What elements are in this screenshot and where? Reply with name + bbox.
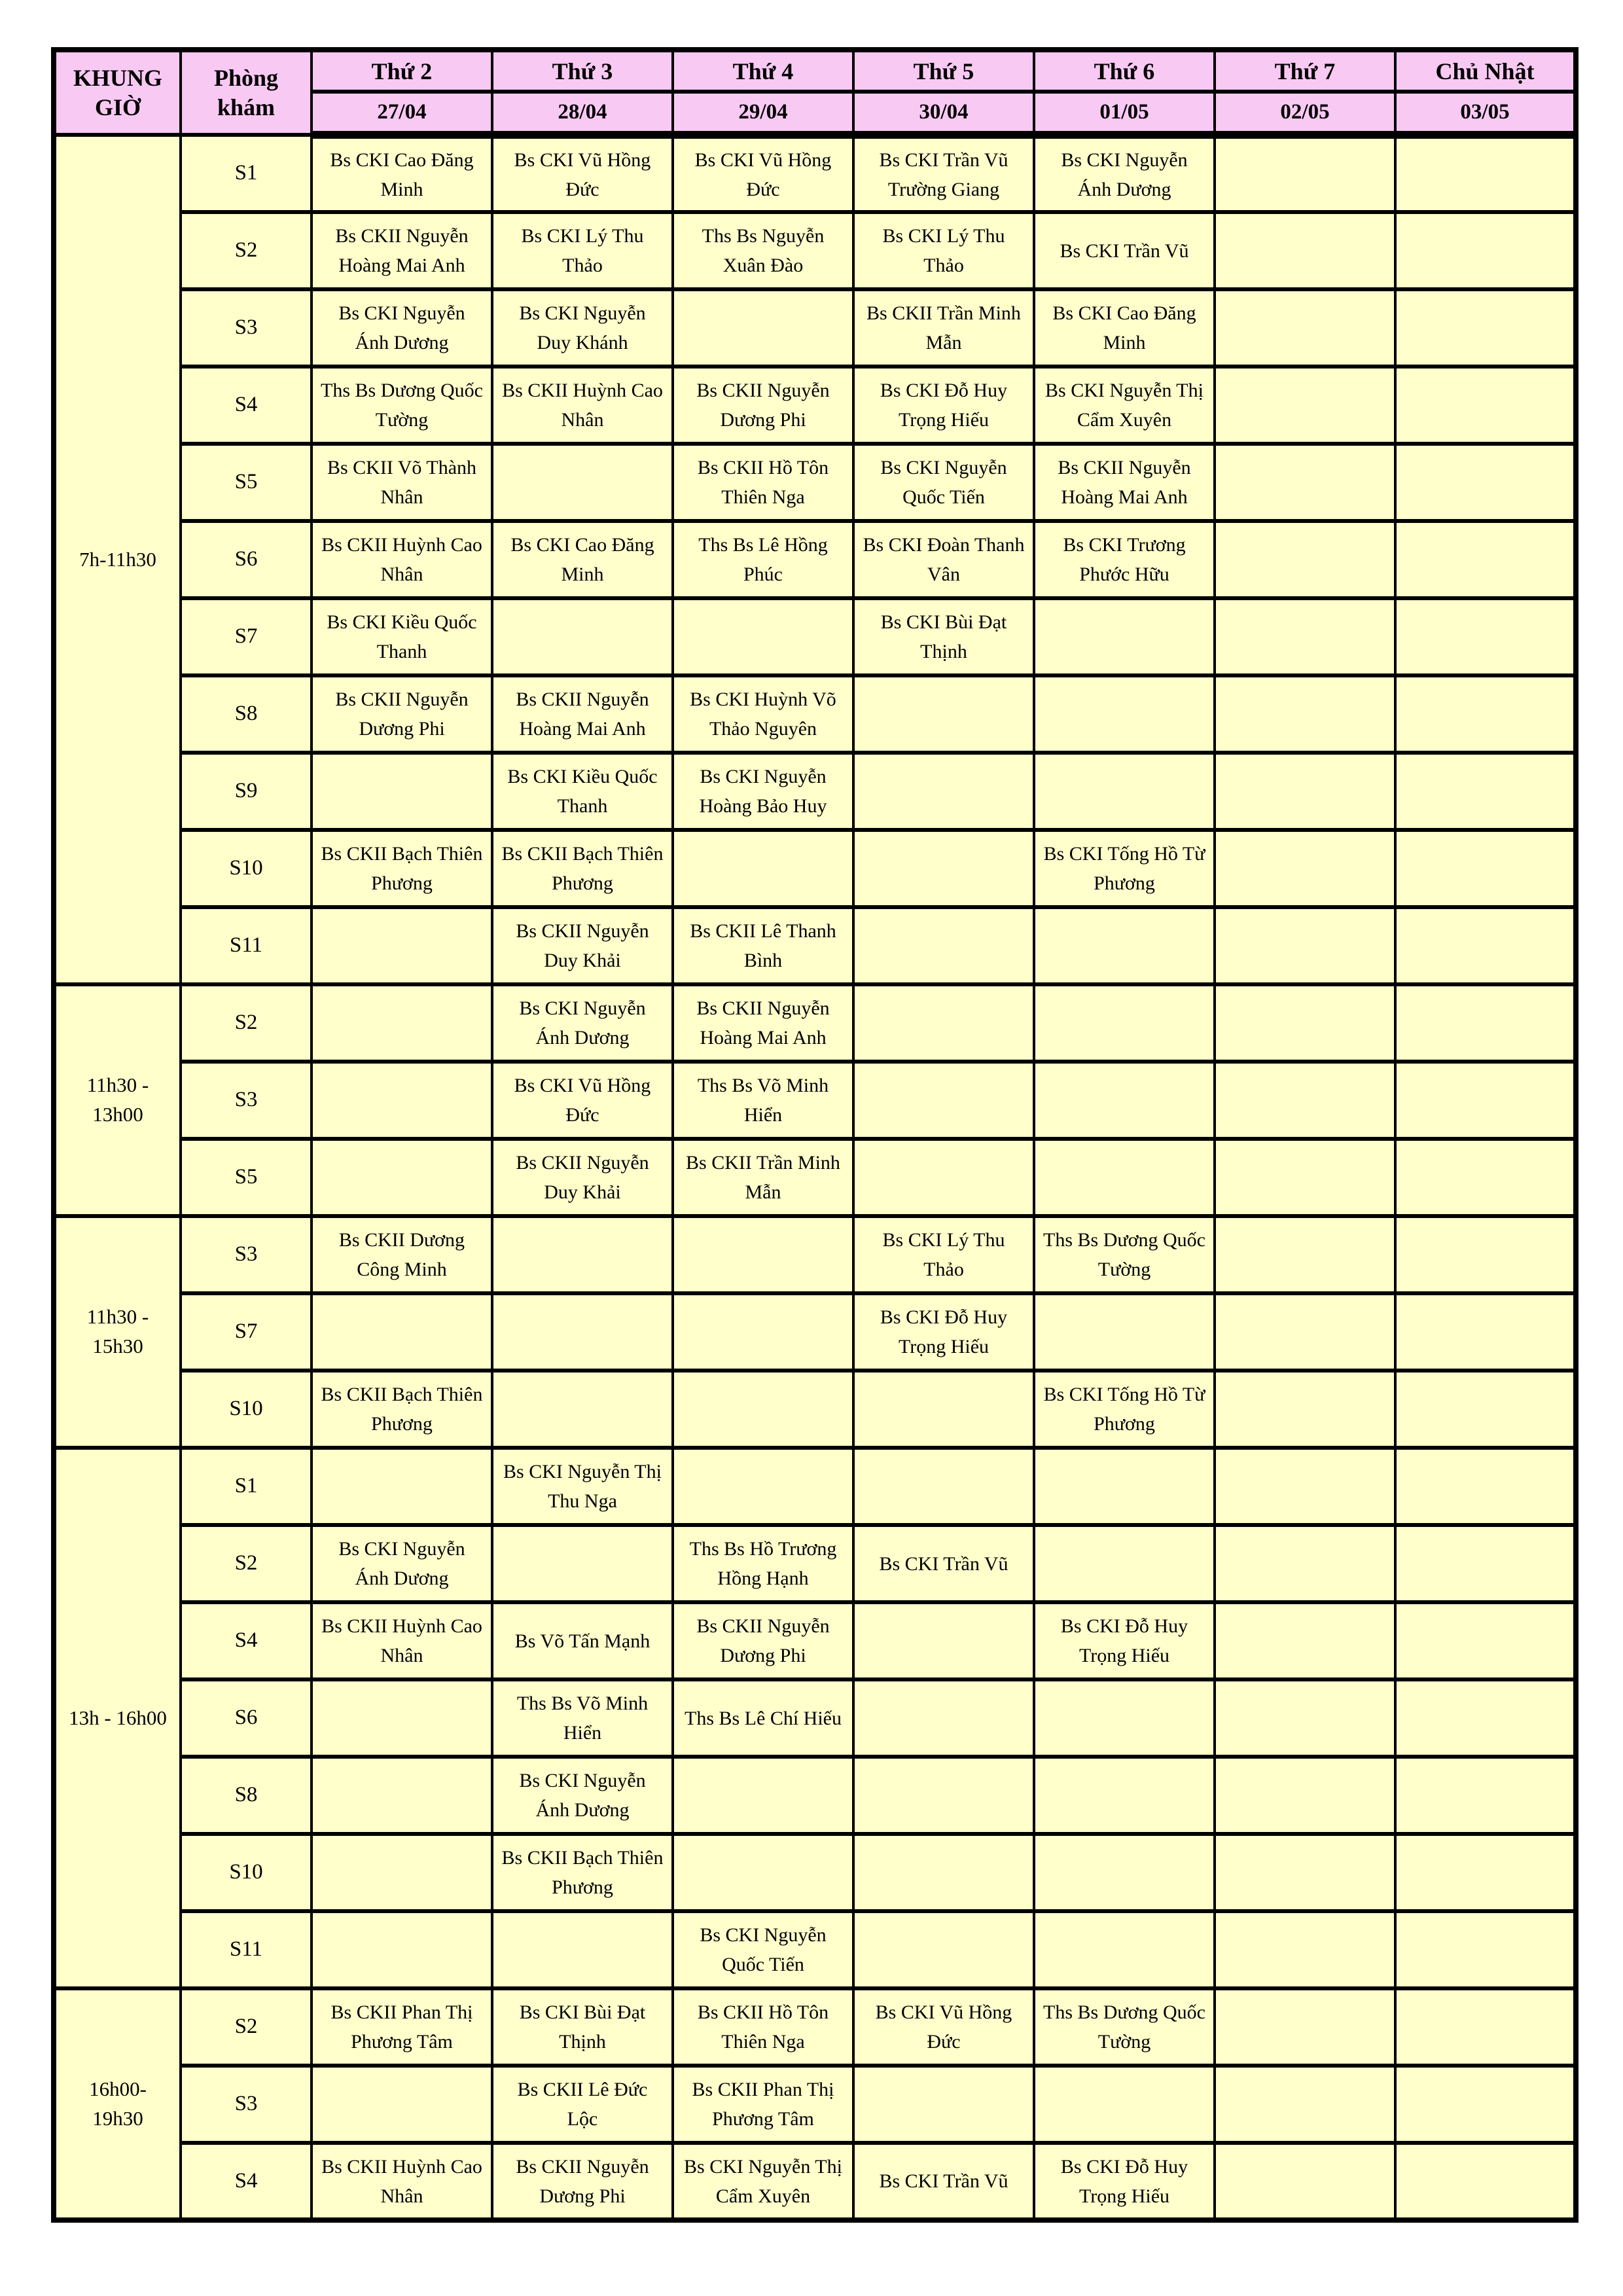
room-cell: S11 (181, 907, 312, 984)
schedule-cell: Bs CKI Trần Vũ Trường Giang (853, 135, 1034, 212)
schedule-cell (1395, 1988, 1576, 2066)
schedule-cell: Bs CKII Trần Minh Mẫn (673, 1139, 853, 1216)
schedule-cell (492, 1371, 673, 1448)
schedule-cell: Bs CKI Nguyễn Hoàng Bảo Huy (673, 753, 853, 830)
schedule-cell (1034, 1448, 1215, 1525)
schedule-cell: Bs CKI Đỗ Huy Trọng Hiếu (1034, 2143, 1215, 2220)
schedule-cell (312, 1293, 492, 1371)
schedule-cell (1395, 1834, 1576, 1911)
schedule-cell (1395, 1525, 1576, 1602)
schedule-cell: Bs CKII Nguyễn Dương Phi (673, 367, 853, 444)
schedule-cell (1215, 830, 1395, 907)
room-cell: S3 (181, 1216, 312, 1293)
schedule-cell (853, 675, 1034, 753)
schedule-cell (673, 598, 853, 675)
schedule-cell (1395, 1911, 1576, 1988)
room-cell: S10 (181, 1834, 312, 1911)
schedule-row (54, 598, 1576, 675)
schedule-cell (1215, 1139, 1395, 1216)
schedule-row (54, 984, 1576, 1062)
schedule-cell: Bs CKII Huỳnh Cao Nhân (312, 1602, 492, 1679)
schedule-row (54, 1988, 1576, 2066)
schedule-header (54, 50, 1576, 135)
day-header-thu-3: Thứ 3 (492, 50, 673, 92)
room-cell: S5 (181, 444, 312, 521)
schedule-cell: Ths Bs Dương Quốc Tường (1034, 1988, 1215, 2066)
schedule-row (54, 1602, 1576, 1679)
schedule-cell (853, 753, 1034, 830)
room-cell: S10 (181, 830, 312, 907)
schedule-cell: Bs CKI Vũ Hồng Đức (673, 135, 853, 212)
schedule-cell (1395, 753, 1576, 830)
schedule-cell: Bs CKI Trần Vũ (853, 1525, 1034, 1602)
schedule-cell (1215, 1757, 1395, 1834)
schedule-cell: Bs CKI Nguyễn Duy Khánh (492, 289, 673, 367)
date-header: 02/05 (1215, 92, 1395, 135)
schedule-cell (1034, 2066, 1215, 2143)
schedule-cell: Bs CKII Nguyễn Dương Phi (312, 675, 492, 753)
schedule-cell (1395, 1062, 1576, 1139)
schedule-row (54, 830, 1576, 907)
day-header-thu-2: Thứ 2 (312, 50, 492, 92)
schedule-cell (1215, 1448, 1395, 1525)
schedule-row (54, 2066, 1576, 2143)
room-cell: S1 (181, 135, 312, 212)
schedule-row (54, 367, 1576, 444)
schedule-cell (1034, 984, 1215, 1062)
schedule-cell (1215, 1525, 1395, 1602)
room-cell: S10 (181, 1371, 312, 1448)
schedule-cell (1034, 1139, 1215, 1216)
schedule-cell: Bs CKI Đoàn Thanh Vân (853, 521, 1034, 598)
schedule-cell: Bs CKI Nguyễn Thị Cẩm Xuyên (1034, 367, 1215, 444)
schedule-cell: Bs CKI Vũ Hồng Đức (492, 1062, 673, 1139)
schedule-row (54, 1293, 1576, 1371)
schedule-cell: Bs CKII Hồ Tôn Thiên Nga (673, 1988, 853, 2066)
schedule-cell: Ths Bs Lê Chí Hiếu (673, 1679, 853, 1757)
schedule-cell: Bs CKII Bạch Thiên Phương (492, 830, 673, 907)
schedule-cell: Bs Võ Tấn Mạnh (492, 1602, 673, 1679)
schedule-cell (1034, 598, 1215, 675)
schedule-cell (853, 1062, 1034, 1139)
room-cell: S3 (181, 2066, 312, 2143)
schedule-cell (1395, 212, 1576, 289)
schedule-row (54, 1525, 1576, 1602)
schedule-cell: Bs CKI Đỗ Huy Trọng Hiếu (1034, 1602, 1215, 1679)
schedule-cell (853, 1679, 1034, 1757)
schedule-cell: Bs CKII Bạch Thiên Phương (312, 830, 492, 907)
schedule-cell: Bs CKII Nguyễn Hoàng Mai Anh (1034, 444, 1215, 521)
schedule-cell: Bs CKI Huỳnh Võ Thảo Nguyên (673, 675, 853, 753)
schedule-cell (492, 1911, 673, 1988)
schedule-cell: Bs CKI Tống Hồ Từ Phương (1034, 1371, 1215, 1448)
schedule-cell (1215, 1679, 1395, 1757)
schedule-cell: Bs CKI Nguyễn Ánh Dương (312, 1525, 492, 1602)
schedule-cell (1215, 1834, 1395, 1911)
schedule-cell (312, 1062, 492, 1139)
schedule-cell: Ths Bs Lê Hồng Phúc (673, 521, 853, 598)
schedule-cell (1395, 1602, 1576, 1679)
schedule-cell: Bs CKI Vũ Hồng Đức (853, 1988, 1034, 2066)
schedule-cell: Bs CKI Nguyễn Thị Thu Nga (492, 1448, 673, 1525)
schedule-cell (1395, 367, 1576, 444)
schedule-cell (673, 1448, 853, 1525)
schedule-row (54, 753, 1576, 830)
schedule-cell (1215, 1062, 1395, 1139)
schedule-cell: Bs CKI Đỗ Huy Trọng Hiếu (853, 367, 1034, 444)
schedule-row (54, 289, 1576, 367)
room-cell: S8 (181, 675, 312, 753)
schedule-cell (853, 1757, 1034, 1834)
room-cell: S4 (181, 1602, 312, 1679)
room-cell: S3 (181, 289, 312, 367)
schedule-cell: Bs CKI Bùi Đạt Thịnh (492, 1988, 673, 2066)
schedule-cell (1215, 675, 1395, 753)
schedule-cell: Bs CKI Nguyễn Ánh Dương (312, 289, 492, 367)
schedule-cell (673, 289, 853, 367)
schedule-cell (1395, 135, 1576, 212)
schedule-cell (312, 1139, 492, 1216)
schedule-cell (1215, 2143, 1395, 2220)
room-cell: S4 (181, 367, 312, 444)
day-header-thu-6: Thứ 6 (1034, 50, 1215, 92)
schedule-cell (853, 830, 1034, 907)
schedule-cell: Bs CKII Võ Thành Nhân (312, 444, 492, 521)
schedule-row (54, 444, 1576, 521)
schedule-sheet (51, 47, 1578, 2223)
schedule-cell (853, 907, 1034, 984)
schedule-cell (1395, 830, 1576, 907)
schedule-cell: Bs CKII Nguyễn Hoàng Mai Anh (673, 984, 853, 1062)
schedule-cell (853, 1448, 1034, 1525)
room-cell: S2 (181, 984, 312, 1062)
schedule-row (54, 675, 1576, 753)
schedule-cell: Bs CKII Nguyễn Duy Khải (492, 1139, 673, 1216)
schedule-cell: Bs CKI Kiều Quốc Thanh (492, 753, 673, 830)
schedule-row (54, 1062, 1576, 1139)
time-block-label: 11h30 - 13h00 (54, 984, 181, 1216)
schedule-cell (1395, 2143, 1576, 2220)
schedule-cell (312, 1757, 492, 1834)
date-header: 03/05 (1395, 92, 1576, 135)
schedule-cell (312, 907, 492, 984)
schedule-cell (1034, 1062, 1215, 1139)
schedule-cell (1215, 1293, 1395, 1371)
schedule-cell (1215, 212, 1395, 289)
schedule-row (54, 1371, 1576, 1448)
schedule-cell (1395, 521, 1576, 598)
schedule-cell (1034, 907, 1215, 984)
day-header-thu-7: Thứ 7 (1215, 50, 1395, 92)
schedule-cell (1395, 984, 1576, 1062)
room-header: Phòng khám (181, 50, 312, 135)
schedule-cell: Bs CKII Huỳnh Cao Nhân (312, 521, 492, 598)
schedule-cell: Ths Bs Võ Minh Hiển (492, 1679, 673, 1757)
schedule-row (54, 1757, 1576, 1834)
schedule-cell: Ths Bs Võ Minh Hiển (673, 1062, 853, 1139)
room-cell: S2 (181, 1525, 312, 1602)
schedule-cell: Bs CKI Nguyễn Thị Cẩm Xuyên (673, 2143, 853, 2220)
room-cell: S2 (181, 212, 312, 289)
schedule-cell (1395, 289, 1576, 367)
schedule-cell (1215, 1602, 1395, 1679)
schedule-row (54, 1216, 1576, 1293)
schedule-cell (1215, 135, 1395, 212)
schedule-cell: Ths Bs Hồ Trương Hồng Hạnh (673, 1525, 853, 1602)
schedule-cell (1395, 1448, 1576, 1525)
date-header: 27/04 (312, 92, 492, 135)
date-header: 30/04 (853, 92, 1034, 135)
schedule-cell: Bs CKII Nguyễn Hoàng Mai Anh (492, 675, 673, 753)
schedule-cell (1034, 675, 1215, 753)
schedule-cell (1215, 521, 1395, 598)
schedule-row (54, 1139, 1576, 1216)
schedule-cell (1215, 753, 1395, 830)
room-cell: S5 (181, 1139, 312, 1216)
schedule-cell (1034, 1911, 1215, 1988)
time-block-label: 16h00- 19h30 (54, 1988, 181, 2220)
schedule-cell (492, 598, 673, 675)
schedule-cell (853, 2066, 1034, 2143)
schedule-cell: Bs CKI Nguyễn Ánh Dương (492, 1757, 673, 1834)
schedule-cell (1215, 444, 1395, 521)
schedule-cell (1395, 1293, 1576, 1371)
schedule-cell (673, 1293, 853, 1371)
schedule-body (54, 135, 1576, 2220)
schedule-cell (1215, 907, 1395, 984)
room-cell: S6 (181, 1679, 312, 1757)
schedule-cell: Bs CKII Bạch Thiên Phương (492, 1834, 673, 1911)
schedule-cell (673, 1834, 853, 1911)
schedule-cell: Bs CKII Lê Đức Lộc (492, 2066, 673, 2143)
schedule-cell: Bs CKII Lê Thanh Bình (673, 907, 853, 984)
schedule-row (54, 2143, 1576, 2220)
schedule-cell: Bs CKII Hồ Tôn Thiên Nga (673, 444, 853, 521)
schedule-table (51, 47, 1578, 2223)
date-header: 29/04 (673, 92, 853, 135)
time-block-label: 7h-11h30 (54, 135, 181, 984)
schedule-cell (853, 1834, 1034, 1911)
schedule-cell: Bs CKI Nguyễn Ánh Dương (1034, 135, 1215, 212)
schedule-cell (1215, 1911, 1395, 1988)
schedule-cell (1215, 367, 1395, 444)
schedule-cell (853, 1911, 1034, 1988)
schedule-row (54, 1834, 1576, 1911)
room-cell: S7 (181, 598, 312, 675)
schedule-cell: Bs CKI Nguyễn Quốc Tiến (673, 1911, 853, 1988)
schedule-row (54, 1679, 1576, 1757)
schedule-cell: Bs CKI Trương Phước Hữu (1034, 521, 1215, 598)
schedule-cell (1215, 1988, 1395, 2066)
time-frame-header: KHUNG GIỜ (54, 50, 181, 135)
schedule-cell (853, 1371, 1034, 1448)
schedule-cell (1215, 2066, 1395, 2143)
schedule-cell (1034, 753, 1215, 830)
schedule-cell (1034, 1679, 1215, 1757)
schedule-cell: Bs CKI Cao Đăng Minh (312, 135, 492, 212)
time-block-label: 13h - 16h00 (54, 1448, 181, 1988)
schedule-row (54, 212, 1576, 289)
schedule-cell (312, 753, 492, 830)
schedule-cell (853, 984, 1034, 1062)
room-cell: S7 (181, 1293, 312, 1371)
schedule-cell (673, 1216, 853, 1293)
schedule-cell (1034, 1293, 1215, 1371)
room-cell: S9 (181, 753, 312, 830)
schedule-cell (673, 830, 853, 907)
schedule-cell: Bs CKII Nguyễn Hoàng Mai Anh (312, 212, 492, 289)
day-header-chu-nhat: Chủ Nhật (1395, 50, 1576, 92)
schedule-cell (492, 1293, 673, 1371)
schedule-cell: Bs CKI Nguyễn Quốc Tiến (853, 444, 1034, 521)
schedule-row (54, 135, 1576, 212)
schedule-cell (1395, 675, 1576, 753)
schedule-cell (853, 1602, 1034, 1679)
schedule-cell (673, 1371, 853, 1448)
schedule-cell (1395, 1139, 1576, 1216)
schedule-cell (312, 2066, 492, 2143)
schedule-row (54, 1448, 1576, 1525)
schedule-cell (312, 1679, 492, 1757)
schedule-cell: Bs CKI Trần Vũ (853, 2143, 1034, 2220)
schedule-cell: Ths Bs Dương Quốc Tường (1034, 1216, 1215, 1293)
schedule-cell: Bs CKII Bạch Thiên Phương (312, 1371, 492, 1448)
schedule-cell: Bs CKI Tống Hồ Từ Phương (1034, 830, 1215, 907)
schedule-cell (853, 1139, 1034, 1216)
schedule-cell: Bs CKII Dương Công Minh (312, 1216, 492, 1293)
schedule-cell: Bs CKII Phan Thị Phương Tâm (312, 1988, 492, 2066)
schedule-cell (1395, 1371, 1576, 1448)
schedule-cell: Bs CKI Cao Đăng Minh (1034, 289, 1215, 367)
room-cell: S2 (181, 1988, 312, 2066)
schedule-cell (312, 1911, 492, 1988)
room-cell: S4 (181, 2143, 312, 2220)
schedule-cell (1034, 1525, 1215, 1602)
schedule-cell (673, 1757, 853, 1834)
schedule-cell (312, 1448, 492, 1525)
schedule-cell: Bs CKI Đỗ Huy Trọng Hiếu (853, 1293, 1034, 1371)
date-header: 28/04 (492, 92, 673, 135)
schedule-cell (1395, 1216, 1576, 1293)
schedule-cell: Ths Bs Nguyễn Xuân Đào (673, 212, 853, 289)
schedule-cell (492, 1216, 673, 1293)
schedule-cell: Bs CKII Nguyễn Dương Phi (673, 1602, 853, 1679)
schedule-cell (492, 1525, 673, 1602)
schedule-row (54, 907, 1576, 984)
schedule-cell (1215, 598, 1395, 675)
schedule-cell (312, 984, 492, 1062)
schedule-cell: Bs CKI Bùi Đạt Thịnh (853, 598, 1034, 675)
schedule-cell: Bs CKI Nguyễn Ánh Dương (492, 984, 673, 1062)
schedule-cell (1215, 289, 1395, 367)
schedule-cell: Bs CKI Cao Đăng Minh (492, 521, 673, 598)
date-header: 01/05 (1034, 92, 1215, 135)
day-header-thu-4: Thứ 4 (673, 50, 853, 92)
schedule-cell: Bs CKII Phan Thị Phương Tâm (673, 2066, 853, 2143)
room-cell: S3 (181, 1062, 312, 1139)
schedule-cell (1395, 1757, 1576, 1834)
schedule-cell: Bs CKI Trần Vũ (1034, 212, 1215, 289)
schedule-cell (492, 444, 673, 521)
schedule-cell: Ths Bs Dương Quốc Tường (312, 367, 492, 444)
day-header-thu-5: Thứ 5 (853, 50, 1034, 92)
room-cell: S1 (181, 1448, 312, 1525)
schedule-cell: Bs CKII Huỳnh Cao Nhân (492, 367, 673, 444)
schedule-cell: Bs CKII Nguyễn Dương Phi (492, 2143, 673, 2220)
schedule-cell (1395, 1679, 1576, 1757)
schedule-cell (1395, 907, 1576, 984)
time-block-label: 11h30 - 15h30 (54, 1216, 181, 1448)
schedule-cell: Bs CKI Kiều Quốc Thanh (312, 598, 492, 675)
schedule-cell: Bs CKI Vũ Hồng Đức (492, 135, 673, 212)
room-cell: S11 (181, 1911, 312, 1988)
schedule-cell: Bs CKI Lý Thu Thảo (492, 212, 673, 289)
room-cell: S8 (181, 1757, 312, 1834)
schedule-cell (1395, 2066, 1576, 2143)
schedule-cell: Bs CKI Lý Thu Thảo (853, 1216, 1034, 1293)
schedule-cell (1215, 984, 1395, 1062)
schedule-cell (1034, 1834, 1215, 1911)
schedule-cell: Bs CKII Nguyễn Duy Khải (492, 907, 673, 984)
schedule-cell (1215, 1216, 1395, 1293)
schedule-cell (1215, 1371, 1395, 1448)
schedule-row (54, 1911, 1576, 1988)
schedule-row (54, 521, 1576, 598)
schedule-cell: Bs CKI Lý Thu Thảo (853, 212, 1034, 289)
schedule-cell (1395, 444, 1576, 521)
schedule-cell (1034, 1757, 1215, 1834)
room-cell: S6 (181, 521, 312, 598)
schedule-cell: Bs CKII Huỳnh Cao Nhân (312, 2143, 492, 2220)
schedule-cell (312, 1834, 492, 1911)
schedule-cell: Bs CKII Trần Minh Mẫn (853, 289, 1034, 367)
schedule-cell (1395, 598, 1576, 675)
